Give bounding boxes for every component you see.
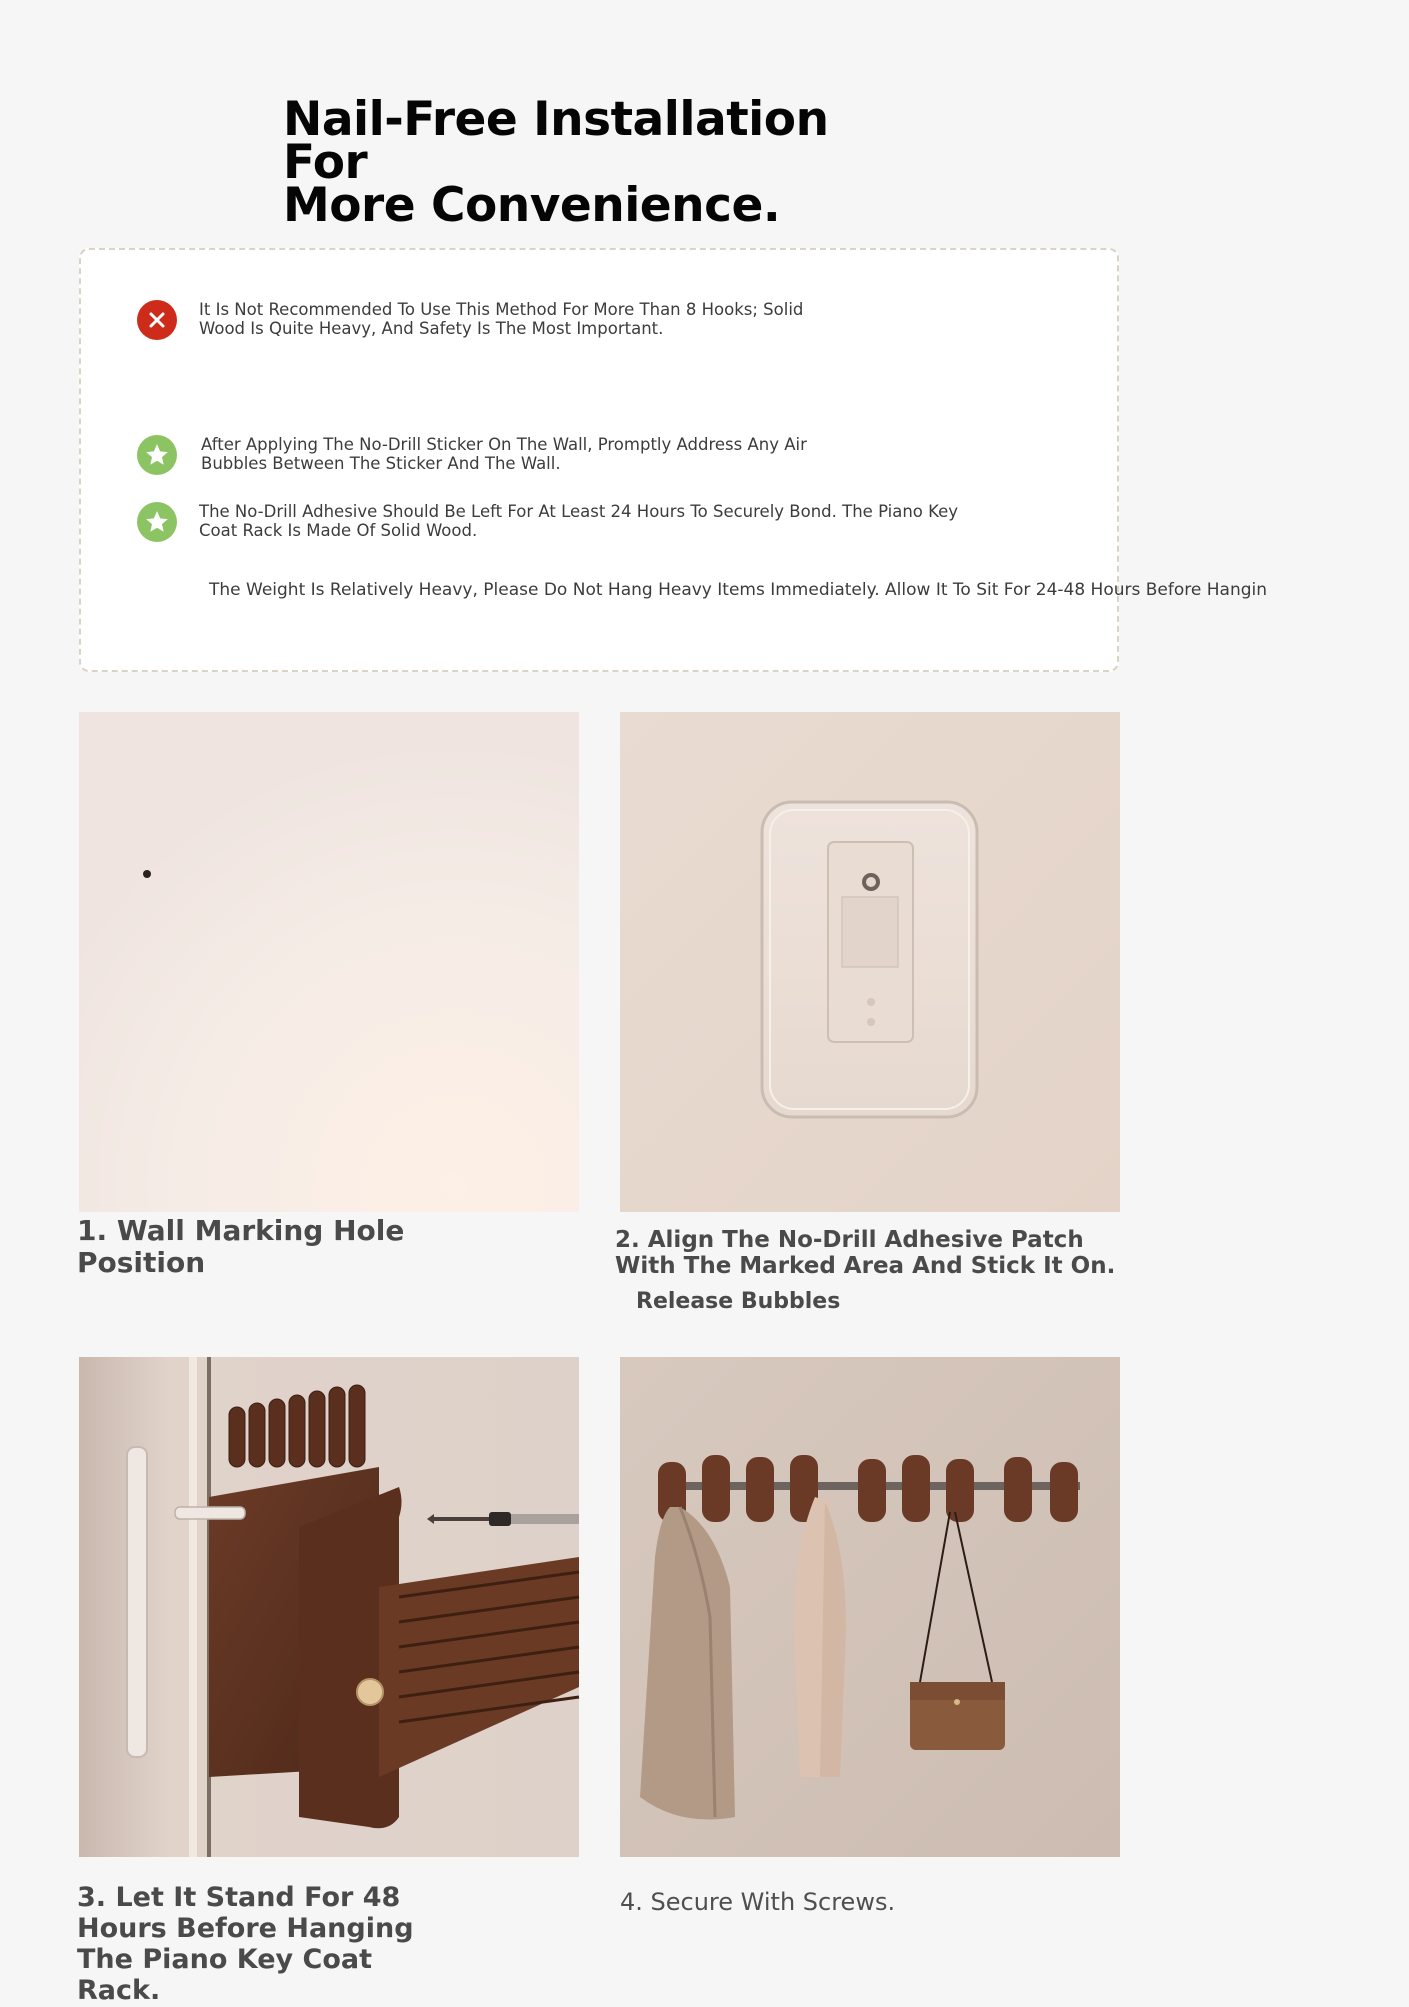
step-1-caption: 1. Wall Marking Hole Position	[77, 1214, 405, 1279]
notice-warning-text: It Is Not Recommended To Use This Method For More Than 8 Hooks; Solid Wood Is Quite Heavy, And Safety Is The Most Important.	[199, 300, 804, 338]
star-icon	[137, 502, 177, 542]
notice-tip-bond	[137, 502, 1099, 542]
step-2-caption: 2. Align The No-Drill Adhesive Patch With The Marked Area And Stick It On.	[615, 1227, 1116, 1279]
title-line-1: Nail-Free Installation For	[283, 92, 829, 190]
step-3-caption: 3. Let It Stand For 48 Hours Before Hanging The Piano Key Coat Rack.	[77, 1882, 414, 2006]
notice-tip-bubbles-text: After Applying The No-Drill Sticker On The Wall, Promptly Address Any Air Bubbles Between The Sticker And The Wall.	[201, 435, 807, 473]
step-4-caption: 4. Secure With Screws.	[620, 1888, 896, 1916]
step-1-image	[79, 712, 579, 1212]
notice-weight	[209, 581, 1409, 600]
notice-warning	[137, 300, 959, 340]
notice-tip-bubbles	[137, 435, 961, 475]
notice-tip-bond-text: The No-Drill Adhesive Should Be Left For At Least 24 Hours To Securely Bond. The Piano Key Coat Rack Is Made Of Solid Wood.	[199, 502, 959, 540]
x-mark-icon	[137, 300, 177, 340]
step-2-sub-caption: Release Bubbles	[636, 1289, 841, 1314]
page-title	[283, 92, 923, 233]
star-icon	[137, 435, 177, 475]
step-3-image	[79, 1357, 579, 1857]
step-4-image	[620, 1357, 1120, 1857]
notice-weight-text: The Weight Is Relatively Heavy, Please Do Not Hang Heavy Items Immediately. Allow It To Sit For 24-48 Hours Before Hangin	[209, 580, 1268, 600]
installation-notice-box	[79, 248, 1268, 672]
step-2-image	[620, 712, 1120, 1212]
title-line-2: More Convenience.	[283, 178, 781, 233]
